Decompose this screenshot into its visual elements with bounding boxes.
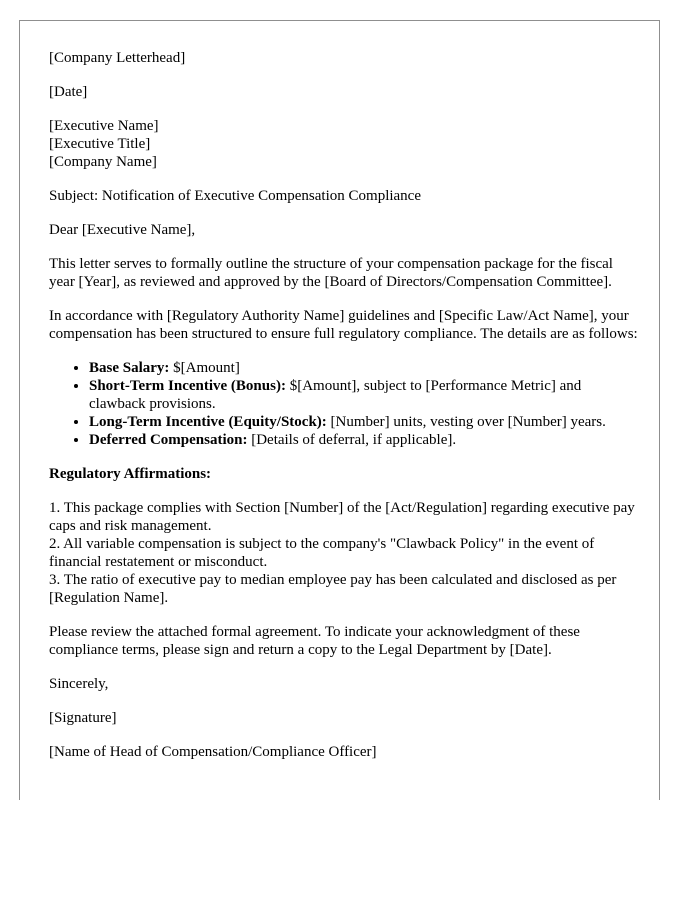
letter-date: [Date] bbox=[49, 84, 88, 100]
list-item-long-term-incentive bbox=[89, 413, 639, 431]
sender-name: [Name of Head of Compensation/Compliance Officer] bbox=[49, 744, 377, 760]
subject-line: Subject: Notification of Executive Compensation Compliance bbox=[49, 188, 421, 204]
recipient-title: [Executive Title] bbox=[49, 136, 151, 152]
recipient-block bbox=[49, 117, 639, 171]
list-item-label: Deferred Compensation: bbox=[89, 432, 248, 448]
intro-paragraph: This letter serves to formally outline the structure of your compensation package for the fiscal year [Year], as reviewed and approved by the [Board of Directors/Compensation Committee]. bbox=[49, 256, 613, 290]
list-item-deferred-compensation bbox=[89, 431, 639, 449]
list-item-label: Base Salary: bbox=[89, 360, 170, 376]
list-item-short-term-incentive bbox=[89, 377, 639, 413]
recipient-company: [Company Name] bbox=[49, 154, 157, 170]
list-item-label: Short-Term Incentive (Bonus): bbox=[89, 378, 286, 394]
compensation-list bbox=[49, 359, 639, 449]
letter-page bbox=[19, 20, 660, 800]
list-item-base-salary bbox=[89, 359, 639, 377]
affirmations-list bbox=[49, 499, 639, 607]
affirmation-item: 1. This package complies with Section [Number] of the [Act/Regulation] regarding executive pay caps and risk management. bbox=[49, 500, 635, 534]
list-item-text: [Details of deferral, if applicable]. bbox=[247, 432, 457, 448]
list-item-text: [Number] units, vesting over [Number] years. bbox=[326, 414, 606, 430]
letter-content bbox=[49, 49, 639, 761]
affirmations-heading bbox=[49, 465, 639, 483]
company-letterhead: [Company Letterhead] bbox=[49, 50, 186, 66]
closing-request: Please review the attached formal agreement. To indicate your acknowledgment of these compliance terms, please sign and return a copy to the Legal Department by [Date]. bbox=[49, 624, 580, 658]
affirmation-item: 3. The ratio of executive pay to median employee pay has been calculated and disclosed as per [Regulation Name]. bbox=[49, 572, 617, 606]
accordance-paragraph: In accordance with [Regulatory Authority Name] guidelines and [Specific Law/Act Name], your compensation has been structured to ensure full regulatory compliance. The details are as follows: bbox=[49, 308, 638, 342]
list-item-label: Long-Term Incentive (Equity/Stock): bbox=[89, 414, 327, 430]
list-item-text: $[Amount], subject to [Performance Metric] and clawback provisions. bbox=[89, 378, 582, 412]
signoff: Sincerely, bbox=[49, 676, 109, 692]
list-item-text: $[Amount] bbox=[169, 360, 240, 376]
signature-placeholder: [Signature] bbox=[49, 710, 117, 726]
salutation: Dear [Executive Name], bbox=[49, 222, 196, 238]
affirmations-heading-text: Regulatory Affirmations: bbox=[49, 466, 212, 482]
recipient-name: [Executive Name] bbox=[49, 118, 159, 134]
affirmation-item: 2. All variable compensation is subject to the company's "Clawback Policy" in the event of financial restatement or misconduct. bbox=[49, 536, 595, 570]
